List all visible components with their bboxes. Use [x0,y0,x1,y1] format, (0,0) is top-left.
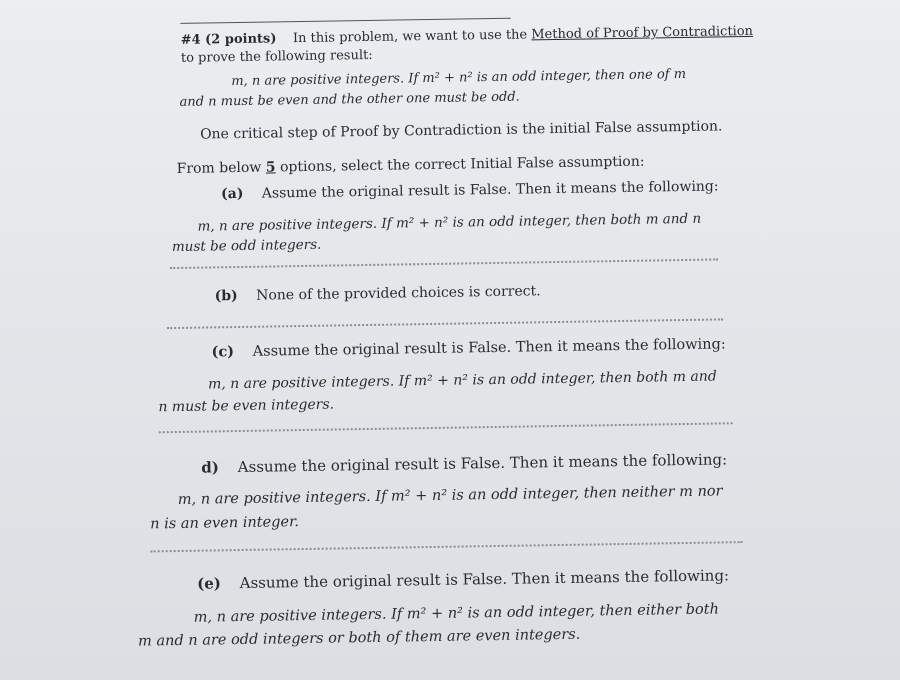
option-b-label: (b) [214,288,238,305]
instruction-suffix: options, select the correct Initial False assumption: [279,153,645,176]
option-count: 5 [265,159,276,176]
problem-sheet [110,0,800,650]
option-a[interactable] [221,178,719,202]
instruction-prefix: From below [176,159,262,177]
option-a-math-1: m, n are positive integers. If m² + n² is an odd integer, then both m and n [197,210,702,235]
option-a-text: Assume the original result is False. Then it means the following: [261,178,719,202]
result-line-1: m, n are positive integers. If m² + n² is an odd integer, then one of m [231,66,687,90]
option-e-text: Assume the original result is False. Then it means the following: [239,566,730,593]
option-c-math-2: n must be even integers. [158,396,335,416]
option-b[interactable] [215,283,541,304]
option-e-math-2: m and n are odd integers or both of them are even integers. [137,626,581,650]
option-b-text: None of the provided choices is correct. [256,283,541,304]
instruction [177,154,645,177]
method-name: Method of Proof by Contradiction [531,23,754,43]
separator-b [167,318,723,329]
option-a-label: (a) [220,185,244,203]
option-d-label: d) [201,458,220,477]
option-a-math-2: must be odd integers. [171,236,322,256]
separator-c [159,422,733,433]
result-line-2: and n must be even and the other one must be odd. [179,89,520,110]
option-c-label: (c) [211,343,235,361]
critical-step: One critical step of Proof by Contradiction is the initial False assumption. [199,118,723,143]
separator-d [151,541,743,552]
option-e[interactable] [197,566,729,592]
option-c-math-1: m, n are positive integers. If m² + n² is an odd integer, then both m and [207,368,717,393]
option-e-label: (e) [197,574,222,593]
top-rule [180,18,510,24]
problem-intro: In this problem, we want to use the [292,27,528,47]
option-d[interactable] [201,450,727,476]
option-c[interactable] [211,335,725,360]
problem-header [181,24,754,48]
to-prove: to prove the following result: [180,47,373,66]
option-d-text: Assume the original result is False. Then it means the following: [237,450,728,477]
option-e-math-1: m, n are positive integers. If m² + n² is an odd integer, then either both [193,601,719,626]
option-c-text: Assume the original result is False. Then it means the following: [252,336,726,360]
option-d-math-1: m, n are positive integers. If m² + n² is an odd integer, then neither m nor [177,483,723,508]
option-d-math-2: n is an even integer. [150,514,300,533]
problem-number: #4 (2 points) [180,31,277,48]
separator-a [170,258,718,269]
